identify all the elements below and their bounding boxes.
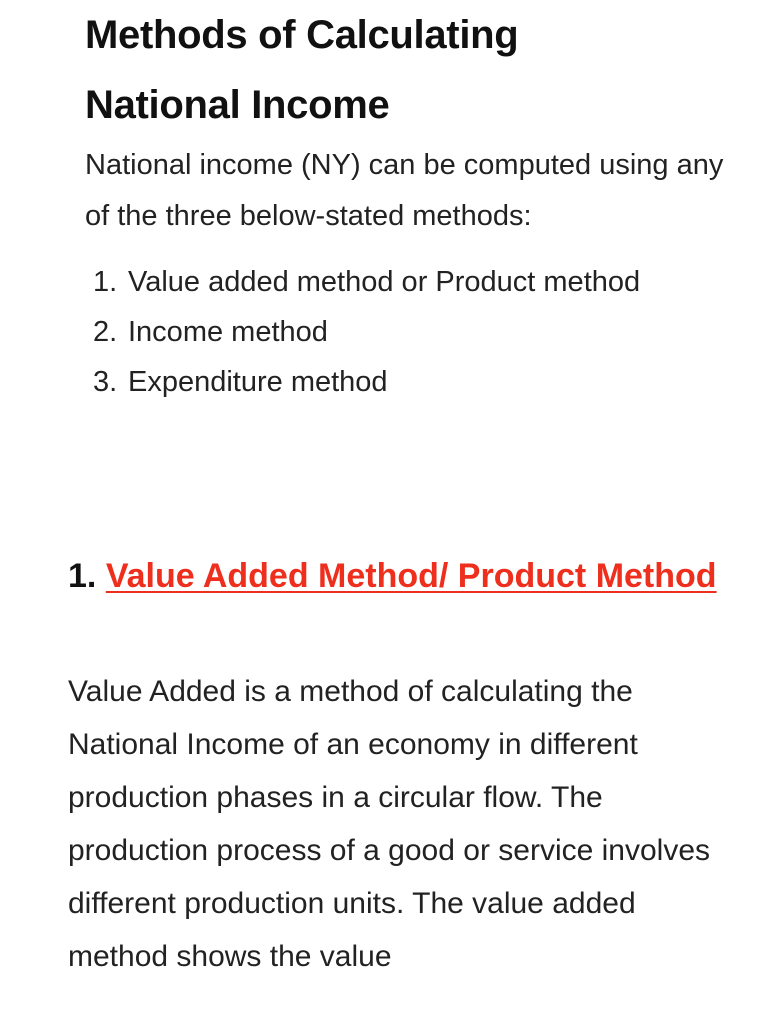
list-item-label: Expenditure method [128,366,388,398]
value-added-method-link[interactable]: Value Added Method/ Product Method [105,557,717,595]
page-title [85,0,725,140]
list-item-number: 2. [93,316,118,348]
list-item [85,357,725,407]
list-item [85,257,725,307]
list-item-number: 1. [93,266,118,298]
section-body-paragraph: Value Added is a method of calculating the National Income of an economy in different production phases in a circular flow. The production process of a good or service involves different production units. The value added method shows the value [68,675,711,973]
section-heading [68,546,728,607]
page-title-line-1: Methods of Calculating [85,13,519,57]
section-value-added [68,546,728,983]
page-title-line-2: National Income [85,83,390,127]
list-item-label: Income method [128,316,328,348]
methods-list [85,257,725,407]
section-number: 1. [68,557,97,595]
list-item-label: Value added method or Product method [128,266,641,298]
article-intro [85,0,725,407]
list-item-number: 3. [93,366,118,398]
list-item [85,307,725,357]
intro-paragraph: National income (NY) can be computed using any of the three below-stated methods: [85,149,724,232]
